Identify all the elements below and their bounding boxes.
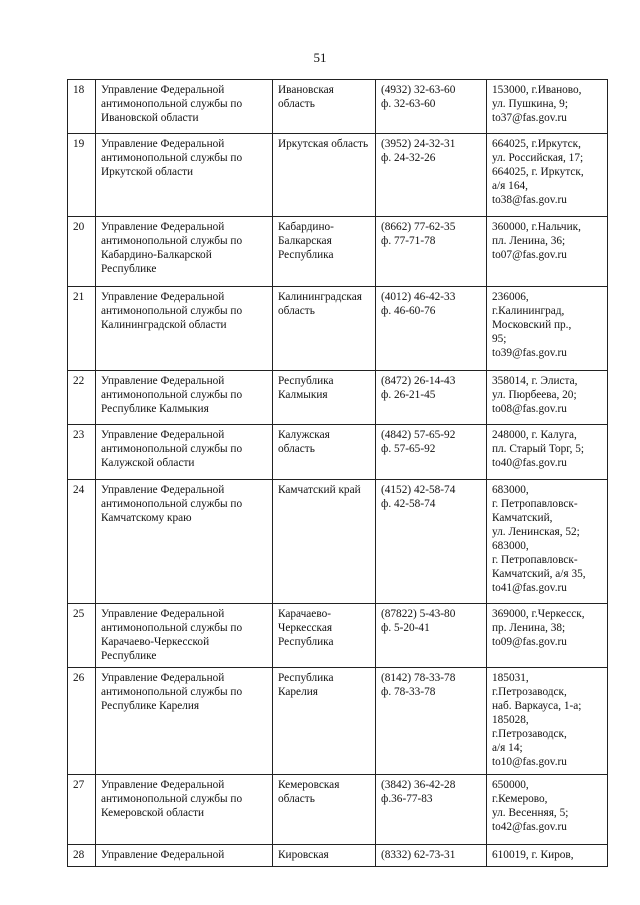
phone-fax: (4842) 57-65-92 ф. 57-65-92 [376, 425, 487, 480]
row-number: 18 [68, 80, 96, 134]
row-number: 22 [68, 371, 96, 425]
office-name: Управление Федеральной антимонопольной службы по Республике Калмыкия [96, 371, 273, 425]
office-name: Управление Федеральной антимонопольной службы по Карачаево-Черкесской Республике [96, 604, 273, 668]
office-name: Управление Федеральной антимонопольной службы по Ивановской области [96, 80, 273, 134]
office-name: Управление Федеральной антимонопольной службы по Кабардино-Балкарской Республике [96, 217, 273, 287]
region: Иркутская область [273, 134, 376, 217]
row-number: 27 [68, 775, 96, 845]
row-number: 21 [68, 287, 96, 371]
address-email: 248000, г. Калуга, пл. Старый Торг, 5; to40@fas.gov.ru [487, 425, 608, 480]
phone-fax: (3952) 24-32-31 ф. 24-32-26 [376, 134, 487, 217]
phone-fax: (3842) 36-42-28 ф.36-77-83 [376, 775, 487, 845]
phone-fax: (8472) 26-14-43 ф. 26-21-45 [376, 371, 487, 425]
address-email: 369000, г.Черкесск, пр. Ленина, 38; to09@fas.gov.ru [487, 604, 608, 668]
page-number: 51 [313, 50, 327, 65]
address-email: 610019, г. Киров, [487, 845, 608, 867]
phone-fax: (8332) 62-73-31 [376, 845, 487, 867]
address-email: 650000, г.Кемерово, ул. Весенняя, 5; to42@fas.gov.ru [487, 775, 608, 845]
table-row [68, 287, 608, 371]
office-name: Управление Федеральной антимонопольной службы по Камчатскому краю [96, 480, 273, 604]
region: Калужская область [273, 425, 376, 480]
table-row [68, 668, 608, 775]
row-number: 20 [68, 217, 96, 287]
table-row [68, 134, 608, 217]
phone-fax: (87822) 5-43-80 ф. 5-20-41 [376, 604, 487, 668]
address-email: 683000, г. Петропавловск- Камчатский, ул. Ленинская, 52; 683000, г. Петропавловск- Камчатский, а/я 35, to41@fas.gov.ru [487, 480, 608, 604]
office-name: Управление Федеральной [96, 845, 273, 867]
address-email: 360000, г.Нальчик, пл. Ленина, 36; to07@fas.gov.ru [487, 217, 608, 287]
office-name: Управление Федеральной антимонопольной службы по Калужской области [96, 425, 273, 480]
region: Кемеровская область [273, 775, 376, 845]
table-row [68, 480, 608, 604]
phone-fax: (4152) 42-58-74 ф. 42-58-74 [376, 480, 487, 604]
office-name: Управление Федеральной антимонопольной службы по Республике Карелия [96, 668, 273, 775]
phone-fax: (4012) 46-42-33 ф. 46-60-76 [376, 287, 487, 371]
region: Кабардино- Балкарская Республика [273, 217, 376, 287]
fas-offices-table [67, 79, 608, 867]
row-number: 19 [68, 134, 96, 217]
phone-fax: (8662) 77-62-35 ф. 77-71-78 [376, 217, 487, 287]
region: Камчатский край [273, 480, 376, 604]
row-number: 28 [68, 845, 96, 867]
address-email: 358014, г. Элиста, ул. Пюрбеева, 20; to08@fas.gov.ru [487, 371, 608, 425]
table-row [68, 604, 608, 668]
table-row [68, 80, 608, 134]
office-name: Управление Федеральной антимонопольной службы по Калининградской области [96, 287, 273, 371]
office-name: Управление Федеральной антимонопольной службы по Иркутской области [96, 134, 273, 217]
region: Кировская [273, 845, 376, 867]
address-email: 153000, г.Иваново, ул. Пушкина, 9; to37@fas.gov.ru [487, 80, 608, 134]
row-number: 24 [68, 480, 96, 604]
region: Республика Калмыкия [273, 371, 376, 425]
address-email: 664025, г.Иркутск, ул. Российская, 17; 664025, г. Иркутск, а/я 164, to38@fas.gov.ru [487, 134, 608, 217]
table-row [68, 425, 608, 480]
phone-fax: (4932) 32-63-60 ф. 32-63-60 [376, 80, 487, 134]
table-row [68, 845, 608, 867]
table-row [68, 371, 608, 425]
region: Калининградская область [273, 287, 376, 371]
office-name: Управление Федеральной антимонопольной службы по Кемеровской области [96, 775, 273, 845]
table-row [68, 217, 608, 287]
row-number: 26 [68, 668, 96, 775]
phone-fax: (8142) 78-33-78 ф. 78-33-78 [376, 668, 487, 775]
address-email: 185031, г.Петрозаводск, наб. Варкауса, 1-а; 185028, г.Петрозаводск, а/я 14; to10@fas.gov.ru [487, 668, 608, 775]
row-number: 25 [68, 604, 96, 668]
region: Ивановская область [273, 80, 376, 134]
region: Республика Карелия [273, 668, 376, 775]
row-number: 23 [68, 425, 96, 480]
region: Карачаево- Черкесская Республика [273, 604, 376, 668]
address-email: 236006, г.Калининград, Московский пр., 95; to39@fas.gov.ru [487, 287, 608, 371]
table-row [68, 775, 608, 845]
